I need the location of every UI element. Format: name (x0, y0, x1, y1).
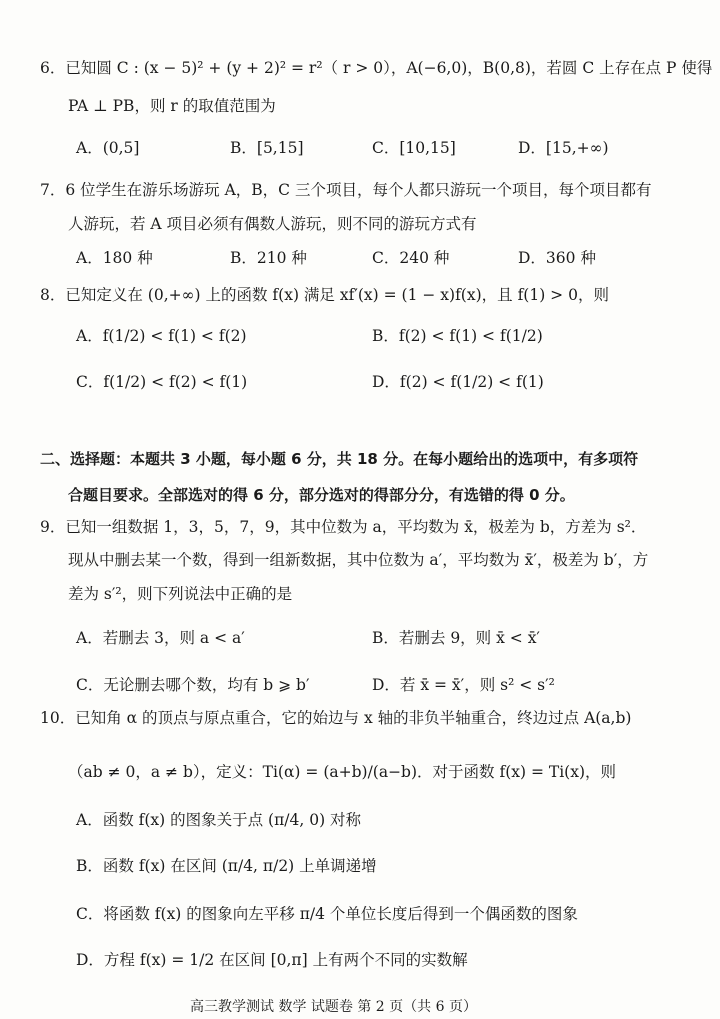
q8-option-a: A．f(1/2) < f(1) < f(2) (76, 327, 247, 345)
q10-stem-line1: 10．已知角 α 的顶点与原点重合，它的始边与 x 轴的非负半轴重合，终边过点 A(a,b) (40, 709, 632, 727)
page-footer: 高三教学测试 数学 试题卷 第 2 页（共 6 页） (190, 999, 477, 1015)
q7-option-b: B．210 种 (230, 249, 307, 267)
q7-stem-line2: 人游玩，若 A 项目必须有偶数人游玩，则不同的游玩方式有 (68, 215, 477, 233)
section-heading-line1: 二、选择题：本题共 3 小题，每小题 6 分，共 18 分。在每小题给出的选项中，有多项符 (40, 450, 639, 468)
q9-stem-line1: 9．已知一组数据 1，3，5，7，9，其中位数为 a，平均数为 x̄，极差为 b，方差为 s²． (40, 518, 647, 536)
q6-stem-line1: 6．已知圆 C : (x − 5)² + (y + 2)² = r²（ r > 0），A(−6,0)，B(0,8)，若圆 C 上存在点 P 使得 (40, 59, 713, 77)
q9-option-a: A．若删去 3，则 a < a′ (76, 629, 245, 647)
q6-option-d: D．[15,+∞) (518, 139, 609, 157)
q9-stem-line3: 差为 s′²，则下列说法中正确的是 (68, 585, 293, 603)
q8-option-c: C．f(1/2) < f(2) < f(1) (76, 373, 248, 391)
q10-option-c: C．将函数 f(x) 的图象向左平移 π/4 个单位长度后得到一个偶函数的图象 (76, 905, 578, 923)
q10-option-b: B．函数 f(x) 在区间 (π/4, π/2) 上单调递增 (76, 857, 377, 875)
q7-option-d: D．360 种 (518, 249, 596, 267)
q6-option-c: C．[10,15] (372, 139, 456, 157)
q10-option-d: D．方程 f(x) = 1/2 在区间 [0,π] 上有两个不同的实数解 (76, 951, 468, 969)
q10-option-a: A．函数 f(x) 的图象关于点 (π/4, 0) 对称 (76, 811, 362, 829)
q7-option-a: A．180 种 (76, 249, 153, 267)
q7-option-c: C．240 种 (372, 249, 450, 267)
q10-stem-line2: （ab ≠ 0，a ≠ b），定义：Ti(α) = (a+b)/(a−b)．对于函数 f(x) = Ti(x)，则 (68, 763, 617, 781)
section-heading-line2: 合题目要求。全部选对的得 6 分，部分选对的得部分分，有选错的得 0 分。 (68, 486, 575, 504)
q6-option-b: B．[5,15] (230, 139, 304, 157)
q8-option-b: B．f(2) < f(1) < f(1/2) (372, 327, 543, 345)
q9-stem-line2: 现从中删去某一个数，得到一组新数据，其中位数为 a′，平均数为 x̄′，极差为 b′，方 (68, 551, 649, 569)
q8-stem: 8．已知定义在 (0,+∞) 上的函数 f(x) 满足 xf′(x) = (1 − x)f(x)，且 f(1) > 0，则 (40, 286, 609, 304)
q6-stem-line2: PA ⊥ PB，则 r 的取值范围为 (68, 97, 276, 115)
q9-option-d: D．若 x̄ = x̄′，则 s² < s′² (372, 676, 555, 694)
q9-option-c: C．无论删去哪个数，均有 b ⩾ b′ (76, 676, 310, 694)
q6-option-a: A．(0,5] (76, 139, 140, 157)
q9-option-b: B．若删去 9，则 x̄ < x̄′ (372, 629, 540, 647)
q8-option-d: D．f(2) < f(1/2) < f(1) (372, 373, 544, 391)
q7-stem-line1: 7．6 位学生在游乐场游玩 A，B，C 三个项目，每个人都只游玩一个项目，每个项目都有 (40, 181, 652, 199)
